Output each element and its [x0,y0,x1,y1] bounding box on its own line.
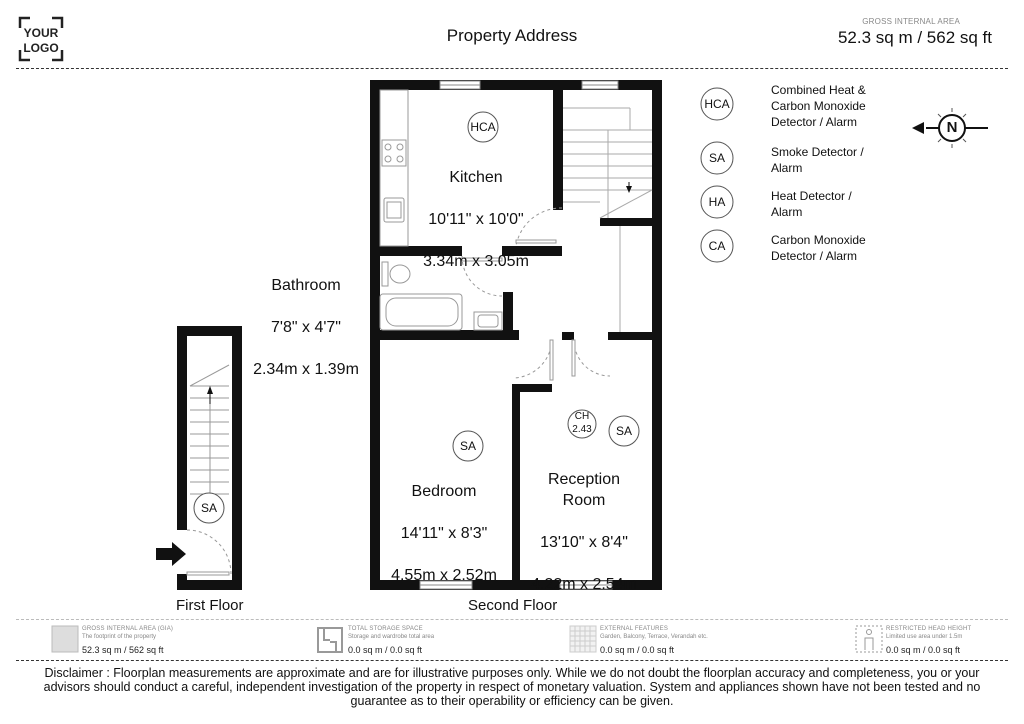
kitchen-metric: 3.34m x 3.05m [423,253,529,270]
summary-divider [16,619,1008,620]
footer-divider [16,660,1008,661]
head-height-summary-desc: Limited use area under 1.5m [886,634,963,640]
bedroom-label [376,460,512,607]
ch-height-value: 2.43 [572,424,592,435]
ch-label: CH [574,411,590,422]
gia-summary-title: GROSS INTERNAL AREA (GIA) [82,626,174,632]
sa-label-first-floor: SA [200,501,217,515]
disclaimer: Disclaimer : Floorplan measurements are approximate and are for illustrative purposes only. While we do not doubt the floorplan accuracy and completeness, you or your advisors should conduct a careful, independent investigation of the property in respect of monetary valuation. System and appliances shown have not been tested and no guarantee as to their operability or efficiency can be given. [43,666,981,708]
bathroom-metric: 2.34m x 1.39m [253,361,359,378]
hca-label-kitchen: HCA [470,120,496,134]
legend-hca-code: HCA [704,97,730,111]
sa-label-reception: SA [615,424,632,438]
legend-ca-text: Carbon Monoxide Detector / Alarm [771,233,866,263]
storage-summary-icon [318,628,342,652]
logo-text: YOUR LOGO [23,26,59,55]
external-summary-desc: Garden, Balcony, Terrace, Verandah etc. [600,634,708,640]
kitchen-imperial: 10'11" x 10'0" [428,211,524,228]
kitchen-name: Kitchen [449,169,503,186]
second-floor-label: Second Floor [468,597,558,614]
gia-label: GROSS INTERNAL AREA [862,17,960,26]
bedroom-name: Bedroom [411,483,477,500]
legend-sa-text: Smoke Detector / Alarm [771,145,864,175]
bedroom-imperial: 14'11" x 8'3" [400,525,488,542]
storage-summary-title: TOTAL STORAGE SPACE [348,626,423,632]
reception-imperial: 13'10" x 8'4" [540,534,628,551]
bathroom-label [236,254,376,401]
reception-metric: 4.22m x 2.54m [531,576,637,593]
gia-value: 52.3 sq m / 562 sq ft [837,28,992,47]
sa-label-bedroom: SA [459,439,476,453]
property-address: Property Address [446,26,578,45]
first-floor-stairs [190,365,229,494]
external-summary-value: 0.0 sq m / 0.0 sq ft [600,645,675,655]
legend-sa-code: SA [708,151,725,165]
gia-summary-value: 52.3 sq m / 562 sq ft [82,645,164,655]
external-summary-title: EXTERNAL FEATURES [600,626,669,632]
kitchen-label [400,146,552,293]
bathroom-imperial: 7'8" x 4'7" [271,319,341,336]
head-height-summary-value: 0.0 sq m / 0.0 sq ft [886,645,961,655]
legend-ha-code: HA [708,195,726,209]
reception-label [520,448,648,616]
gia-summary-icon [52,626,78,652]
first-floor-label: First Floor [176,597,244,614]
external-summary-icon [570,626,596,652]
reception-name: Reception Room [547,471,621,509]
first-floor-plan [156,326,242,590]
compass-north-letter: N [946,119,958,136]
legend-ca-code: CA [708,239,726,253]
storage-summary-desc: Storage and wardrobe total area [348,634,435,640]
gia-summary-desc: The footprint of the property [82,634,157,640]
legend-hca-text: Combined Heat & Carbon Monoxide Detector / Alarm [771,83,866,129]
head-height-summary-icon [856,626,882,652]
bedroom-metric: 4.55m x 2.52m [391,567,497,584]
storage-summary-value: 0.0 sq m / 0.0 sq ft [348,645,423,655]
bathroom-name: Bathroom [271,277,341,294]
head-height-summary-title: RESTRICTED HEAD HEIGHT [886,626,972,632]
legend-ha-text: Heat Detector / Alarm [771,189,852,219]
